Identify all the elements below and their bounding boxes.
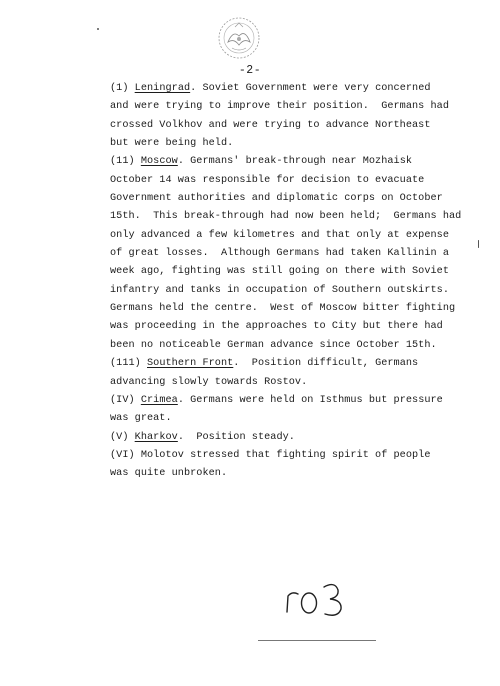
scan-speck: [478, 240, 479, 248]
text-line: infantry and tanks in occupation of Southern outskirts.: [110, 284, 449, 296]
scan-speck: [97, 28, 99, 30]
footer-rule: [258, 640, 376, 641]
text-line: crossed Volkhov and were trying to advance Northeast: [110, 119, 431, 131]
item-moscow: [110, 153, 482, 355]
text-line: (1) Leningrad. Soviet Government were very concerned: [110, 83, 431, 94]
item-leningrad: [110, 80, 482, 153]
item-heading: Kharkov: [134, 431, 178, 443]
text-line: been no noticeable German advance since October 15th.: [110, 339, 437, 351]
item-marker: (111): [110, 358, 141, 370]
text-line: (IV) Crimea. Germans were held on Isthmus but pressure: [110, 394, 443, 406]
item-heading: Leningrad: [134, 83, 191, 94]
text-run: Soviet Government were very concerned: [196, 83, 431, 94]
item-heading: Southern Front: [147, 358, 234, 370]
text-line: was proceeding in the approaches to City but there had: [110, 321, 443, 333]
handwritten-note: [283, 578, 353, 620]
text-line: but were being held.: [110, 138, 234, 150]
text-run: Position difficult, Germans: [239, 358, 419, 370]
text-line: October 14 was responsible for decision to evacuate: [110, 174, 425, 186]
item-southern-front: [110, 355, 482, 392]
text-line: was quite unbroken.: [110, 468, 228, 480]
item-marker: (V): [110, 431, 129, 443]
text-line: 15th. This break-through had now been held; Germans had: [110, 211, 462, 223]
report-body: [110, 80, 482, 484]
item-crimea: [110, 392, 482, 429]
item-heading: Moscow: [140, 156, 178, 168]
text-line: and were trying to improve their position. Germans had: [110, 101, 449, 113]
text-run: Position steady.: [184, 431, 295, 443]
item-heading: Crimea: [140, 394, 178, 406]
text-line: only advanced a few kilometres and that only at expense: [110, 229, 449, 241]
text-line: was great.: [110, 413, 172, 425]
text-line: (V) Kharkov. Position steady.: [110, 431, 295, 443]
item-marker: (11): [110, 156, 135, 168]
text-line: of great losses. Although Germans had taken Kallinin a: [110, 248, 449, 260]
item-marker: (VI): [110, 449, 135, 461]
text-line: Government authorities and diplomatic corps on October: [110, 193, 443, 205]
text-line: (11) Moscow. Germans' break-through near Mozhaisk: [110, 156, 413, 168]
item-marker: (1): [110, 83, 129, 94]
text-line: advancing slowly towards Rostov.: [110, 376, 308, 388]
text-line: week ago, fighting was still going on there with Soviet: [110, 266, 449, 278]
text-line: (111) Southern Front. Position difficult, Germans: [110, 358, 419, 370]
embossed-seal-icon: [213, 12, 265, 64]
item-kharkov: [110, 429, 482, 447]
text-line: Germans held the centre. West of Moscow bitter fighting: [110, 303, 456, 315]
text-run: Germans' break-through near Mozhaisk: [183, 156, 413, 168]
text-line: [110, 447, 482, 465]
item-marker: (IV): [110, 394, 135, 406]
item-morale: [110, 447, 482, 484]
page-number: -2-: [238, 64, 262, 77]
text-run: Molotov stressed that fighting spirit of people: [134, 449, 431, 461]
text-run: Germans were held on Isthmus but pressure: [183, 394, 443, 406]
